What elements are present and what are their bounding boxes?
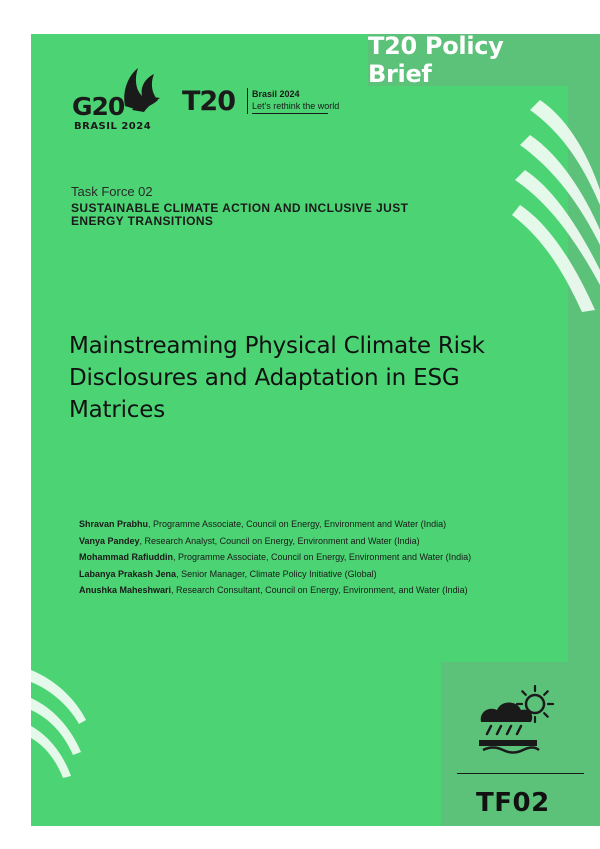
author-affiliation: , Programme Associate, Council on Energy, Environment and Water (India) [173, 552, 472, 562]
t20-logo-divider [247, 88, 248, 114]
task-force-title: SUSTAINABLE CLIMATE ACTION AND INCLUSIVE JUST ENERGY TRANSITIONS [71, 201, 409, 228]
t20-logo-tagline: Let's rethink the world [252, 101, 340, 111]
top-right-margin [568, 0, 600, 34]
task-force-code: TF02 [476, 788, 550, 818]
task-force-label: Task Force 02 [71, 184, 153, 199]
author-affiliation: , Senior Manager, Climate Policy Initiative (Global) [176, 568, 377, 579]
author-name: Anushka Maheshwari [79, 585, 172, 595]
author-entry [79, 586, 519, 596]
t20-logo-text: T20 [182, 86, 235, 117]
author-affiliation: , Research Consultant, Council on Energy, Environment, and Water (India) [171, 585, 468, 595]
author-entry [79, 570, 519, 580]
task-force-divider [457, 773, 584, 774]
author-name: Mohammad Rafiuddin [79, 552, 173, 562]
g20-logo-text: G20 [72, 92, 125, 121]
policy-brief-badge [368, 34, 568, 86]
decorative-swoosh-left [31, 660, 91, 780]
author-affiliation: , Programme Associate, Council on Energy, Environment and Water (India) [148, 519, 447, 529]
badge-label: T20 Policy Brief [368, 32, 504, 88]
author-name: Shravan Prabhu [79, 519, 149, 529]
author-entry [79, 553, 519, 563]
author-entry [79, 520, 519, 530]
climate-sun-cloud-rain-icon [475, 682, 561, 758]
author-entry [79, 537, 519, 547]
author-list [79, 520, 519, 603]
author-name: Labanya Prakash Jena [79, 568, 177, 579]
author-name: Vanya Pandey [79, 535, 140, 546]
t20-logo-underline [252, 113, 328, 114]
left-margin [0, 0, 31, 849]
decorative-swoosh-right [500, 80, 600, 330]
author-affiliation: , Research Analyst, Council on Energy, Environment and Water (India) [139, 535, 420, 546]
t20-logo-country-year: Brasil 2024 [252, 89, 300, 99]
top-margin [0, 0, 600, 34]
bottom-margin [0, 826, 600, 849]
g20-logo-subtitle: BRASIL 2024 [74, 121, 152, 132]
document-title: Mainstreaming Physical Climate Risk Disclosures and Adaptation in ESG Matrices [69, 333, 485, 423]
